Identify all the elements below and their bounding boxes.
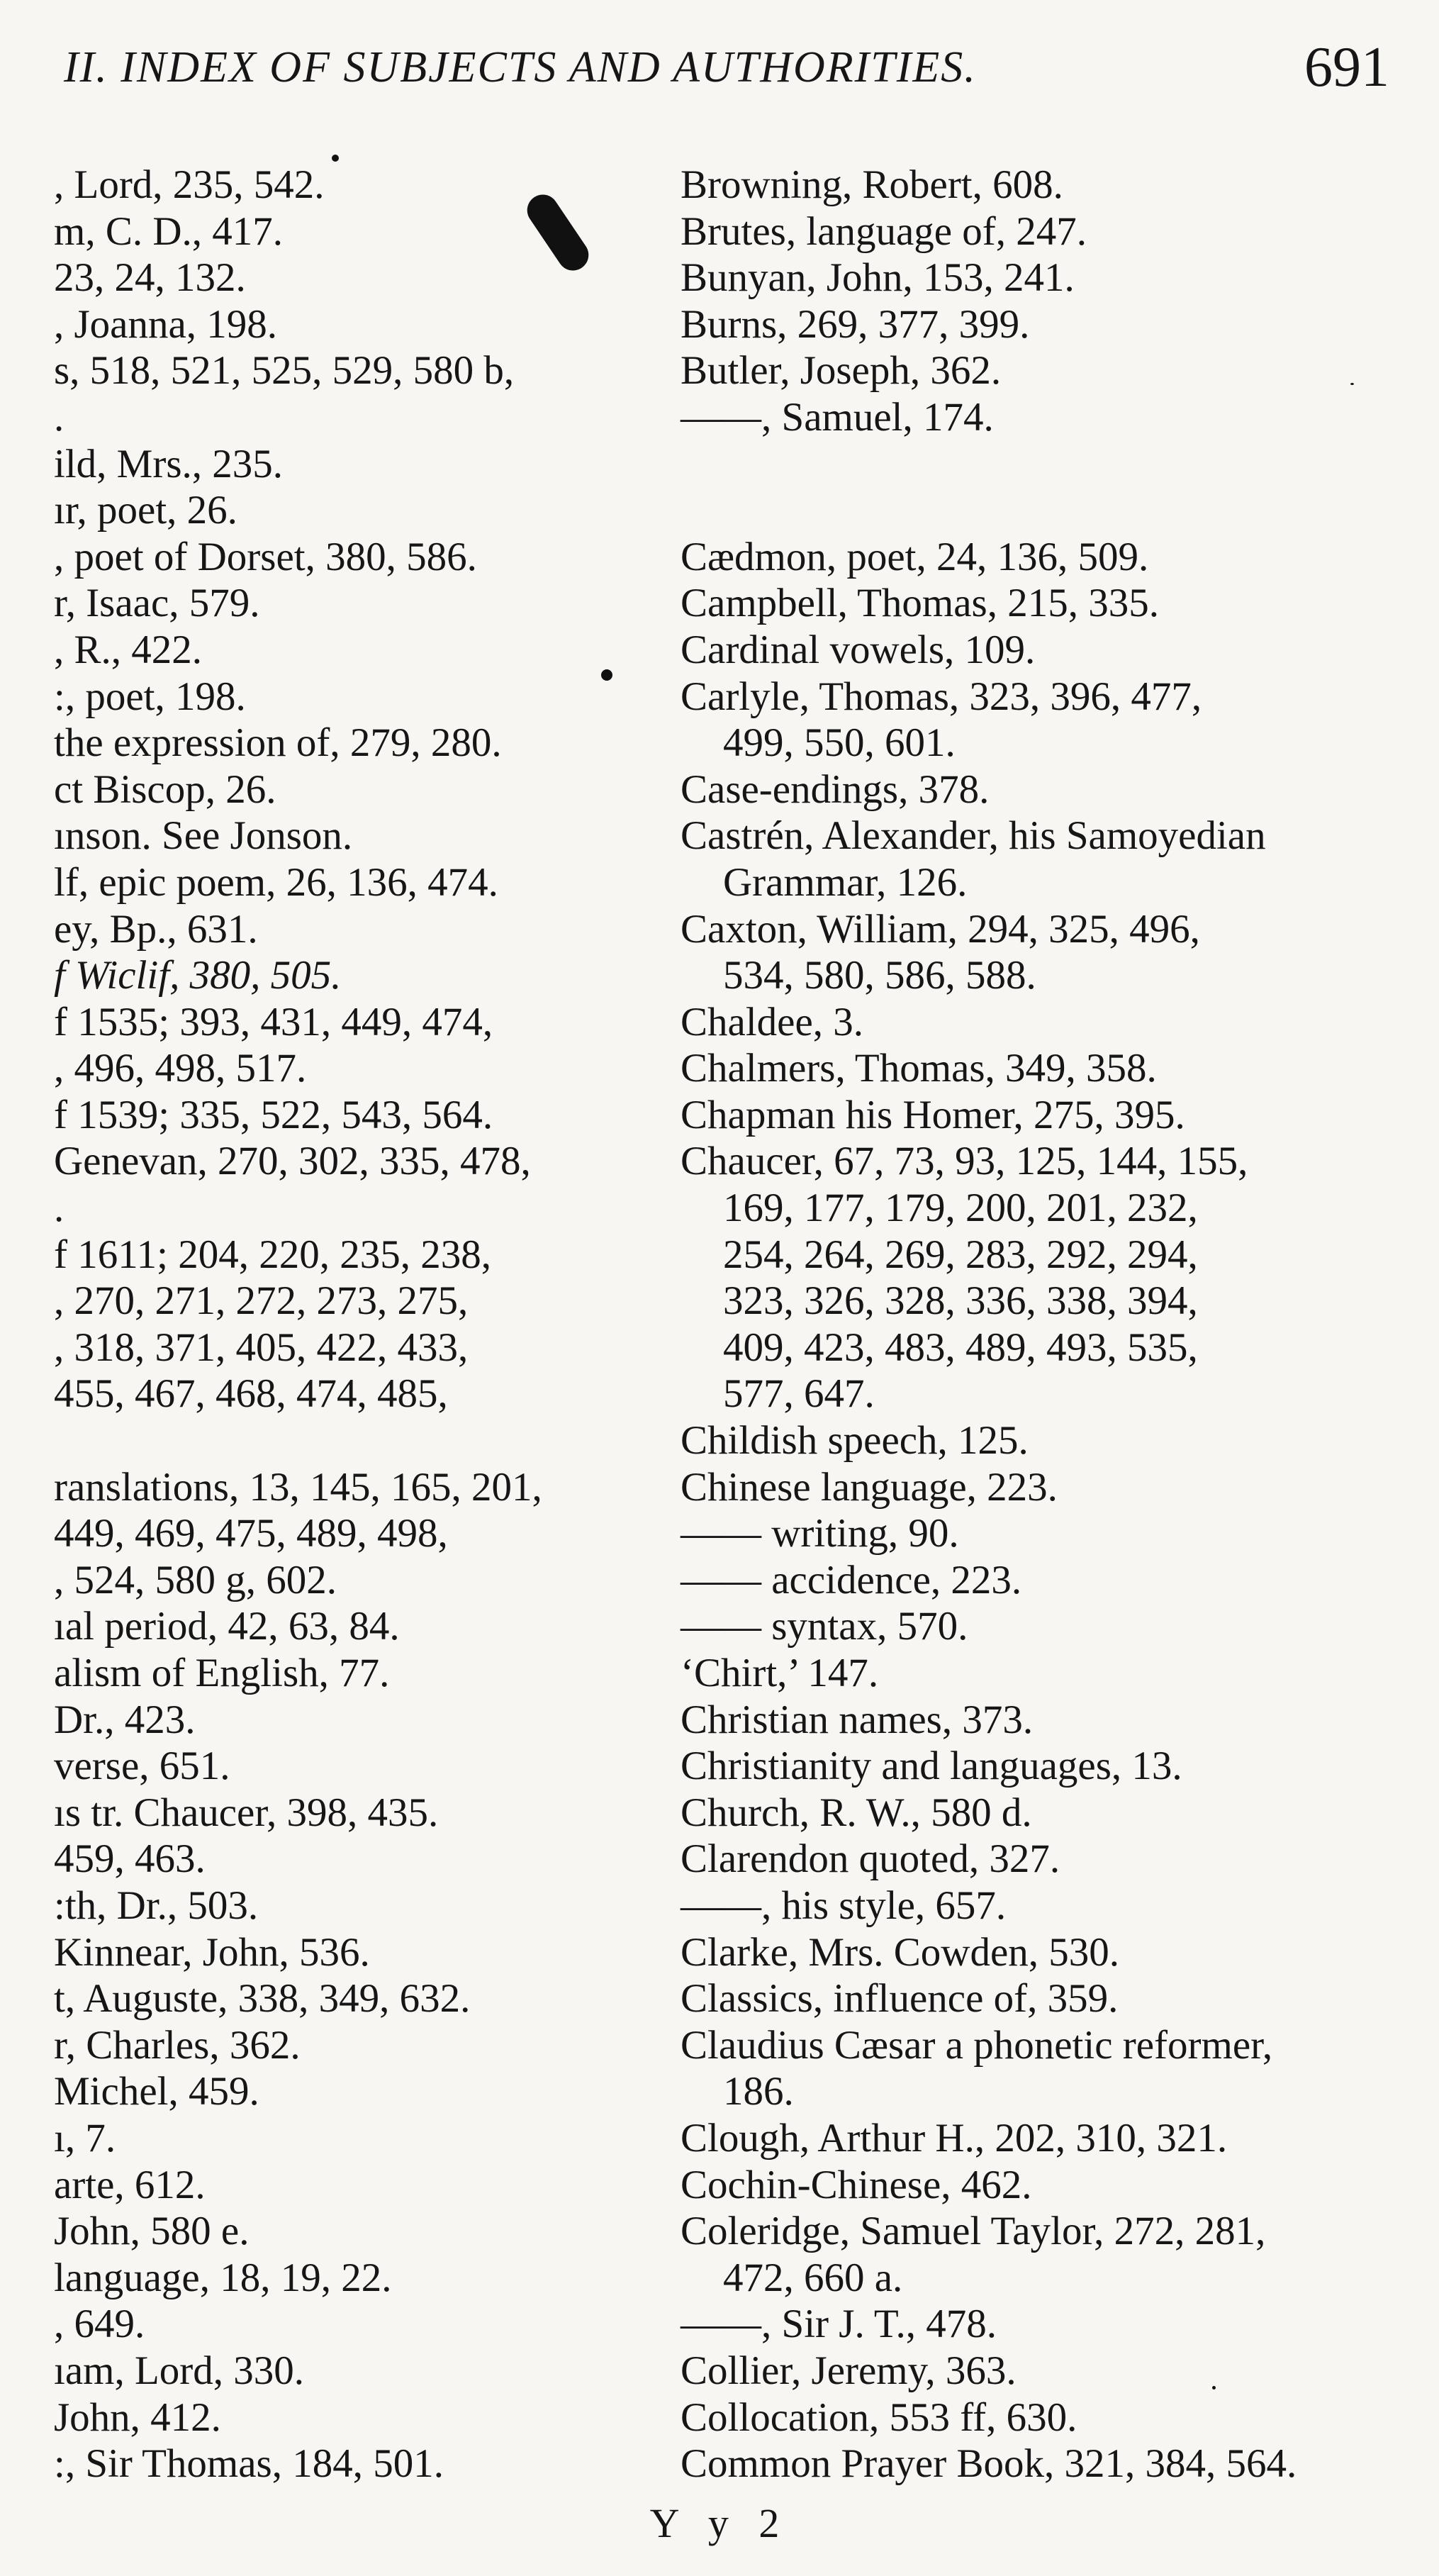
index-entry: ranslations, 13, 145, 165, 201, (54, 1464, 542, 1510)
index-entry: verse, 651. (54, 1744, 230, 1789)
index-entry: Michel, 459. (54, 2069, 259, 2114)
index-entry: Case-endings, 378. (681, 766, 990, 812)
ink-speck (1350, 383, 1354, 385)
index-entry: —— syntax, 570. (681, 1604, 968, 1649)
index-entry: ild, Mrs., 235. (54, 441, 284, 486)
index-entry: . (54, 394, 65, 440)
index-entry: ı, 7. (54, 2115, 116, 2160)
index-entry: language, 18, 19, 22. (54, 2255, 392, 2300)
page-number: 691 (1304, 36, 1389, 99)
index-entry: Claudius Cæsar a phonetic reformer, (681, 2022, 1273, 2068)
index-entry: , 524, 580 g, 602. (54, 1557, 337, 1602)
index-entry: Genevan, 270, 302, 335, 478, (54, 1139, 531, 1184)
index-entry: m, C. D., 417. (54, 208, 284, 254)
index-entry: Browning, Robert, 608. (681, 162, 1063, 207)
index-entry: , poet of Dorset, 380, 586. (54, 534, 477, 579)
index-entry: , 649. (54, 2302, 145, 2347)
index-entry (54, 1417, 642, 1464)
index-entry-continuation: 323, 326, 328, 336, 338, 394, (723, 1278, 1198, 1324)
index-entry-continuation: 254, 264, 269, 283, 292, 294, (723, 1232, 1198, 1277)
index-entry: Castrén, Alexander, his Samoyedian (681, 813, 1266, 859)
index-entry: Collocation, 553 ff, 630. (681, 2394, 1077, 2440)
index-entry: Butler, Joseph, 362. (681, 348, 1002, 394)
index-entry: Classics, influence of, 359. (681, 1976, 1119, 2022)
index-entry: 455, 467, 468, 474, 485, (54, 1371, 448, 1417)
index-entry-continuation: Grammar, 126. (723, 859, 968, 905)
index-entry: 449, 469, 475, 489, 498, (54, 1511, 448, 1556)
index-entry: Dr., 423. (54, 1697, 196, 1742)
index-entry: arte, 612. (54, 2162, 206, 2207)
index-entry: t, Auguste, 338, 349, 632. (54, 1976, 471, 2022)
index-entry: Clough, Arthur H., 202, 310, 321. (681, 2115, 1228, 2160)
index-entry: Christian names, 373. (681, 1697, 1034, 1742)
index-entry: John, 412. (54, 2394, 221, 2440)
index-entry-continuation: 409, 423, 483, 489, 493, 535, (723, 1325, 1198, 1370)
index-entry: :, poet, 198. (54, 674, 246, 719)
index-entry: alism of English, 77. (54, 1651, 390, 1695)
index-entry: Kinnear, John, 536. (54, 1929, 370, 1975)
index-entry: ey, Bp., 631. (54, 906, 258, 952)
index-entry: lf, epic poem, 26, 136, 474. (54, 859, 498, 905)
index-entry: 23, 24, 132. (54, 255, 246, 301)
ink-speck (601, 669, 612, 681)
index-entry: f 1611; 204, 220, 235, 238, (54, 1232, 491, 1277)
index-entry: f 1535; 393, 431, 449, 474, (54, 999, 493, 1044)
index-entry-continuation: 186. (723, 2069, 794, 2114)
index-entry: , Joanna, 198. (54, 301, 278, 347)
index-entry: , 496, 498, 517. (54, 1046, 307, 1091)
ink-speck (332, 155, 339, 162)
index-entry: the expression of, 279, 280. (54, 720, 502, 766)
index-entry: f Wiclif, 380, 505. (54, 953, 342, 998)
index-entry: ——, Samuel, 174. (681, 394, 994, 440)
index-entry: Carlyle, Thomas, 323, 396, 477, (681, 674, 1202, 719)
index-entry: s, 518, 521, 525, 529, 580 b, (54, 348, 515, 394)
index-entry-continuation: 534, 580, 586, 588. (723, 953, 1036, 998)
index-entry: , Lord, 235, 542. (54, 162, 325, 207)
index-entry: ınson. See Jonson. (54, 813, 353, 859)
index-entry: ıal period, 42, 63, 84. (54, 1604, 400, 1649)
index-entry: Clarke, Mrs. Cowden, 530. (681, 1929, 1120, 1975)
index-entry: Common Prayer Book, 321, 384, 564. (681, 2441, 1297, 2487)
index-entry: Brutes, language of, 247. (681, 208, 1087, 254)
index-entry: Chapman his Homer, 275, 395. (681, 1092, 1185, 1137)
signature-mark: Y y 2 (649, 2500, 790, 2546)
index-entry-continuation: 499, 550, 601. (723, 720, 956, 766)
index-entry: Chaucer, 67, 73, 93, 125, 144, 155, (681, 1139, 1248, 1184)
index-spacer (681, 487, 1396, 534)
index-entry: Christianity and languages, 13. (681, 1744, 1182, 1789)
index-entry: Chinese language, 223. (681, 1464, 1058, 1510)
index-spacer (681, 441, 1396, 488)
index-entry: ıs tr. Chaucer, 398, 435. (54, 1790, 439, 1835)
index-entry: Bunyan, John, 153, 241. (681, 255, 1075, 301)
running-title: II. INDEX OF SUBJECTS AND AUTHORITIES. (64, 43, 977, 91)
index-entry: . (54, 1186, 65, 1231)
index-entry: Cædmon, poet, 24, 136, 509. (681, 534, 1149, 579)
index-column-left (54, 162, 642, 2487)
index-entry: , R., 422. (54, 627, 203, 672)
index-entry: ır, poet, 26. (54, 488, 237, 533)
index-entry: Cochin-Chinese, 462. (681, 2162, 1032, 2207)
index-entry: , 318, 371, 405, 422, 433, (54, 1325, 469, 1370)
index-entry: —— accidence, 223. (681, 1557, 1022, 1602)
index-entry: —— writing, 90. (681, 1511, 959, 1556)
index-entry: Campbell, Thomas, 215, 335. (681, 581, 1159, 626)
index-entry: f 1539; 335, 522, 543, 564. (54, 1092, 493, 1137)
index-entry: Church, R. W., 580 d. (681, 1790, 1032, 1835)
index-entry: ‘Chirt,’ 147. (681, 1651, 879, 1695)
page-header (50, 35, 1389, 121)
index-entry: Collier, Jeremy, 363. (681, 2348, 1017, 2393)
index-entry: , 270, 271, 272, 273, 275, (54, 1278, 469, 1324)
index-entry: Chalmers, Thomas, 349, 358. (681, 1046, 1157, 1091)
index-entry: Burns, 269, 377, 399. (681, 301, 1030, 347)
index-entry: John, 580 e. (54, 2209, 250, 2254)
index-entry: :, Sir Thomas, 184, 501. (54, 2441, 444, 2487)
ink-speck (1212, 2386, 1216, 2390)
index-entry: ıam, Lord, 330. (54, 2348, 305, 2393)
index-entry: r, Charles, 362. (54, 2022, 301, 2068)
index-entry: Clarendon quoted, 327. (681, 1836, 1060, 1882)
index-entry: Chaldee, 3. (681, 999, 864, 1044)
index-entry-continuation: 577, 647. (723, 1371, 875, 1417)
index-column-right (681, 162, 1396, 2487)
index-entry: ——, his style, 657. (681, 1883, 1007, 1928)
index-entry: Cardinal vowels, 109. (681, 627, 1036, 672)
index-entry: r, Isaac, 579. (54, 581, 260, 626)
index-entry: Coleridge, Samuel Taylor, 272, 281, (681, 2209, 1266, 2254)
index-entry: ct Biscop, 26. (54, 766, 276, 812)
index-entry: :th, Dr., 503. (54, 1883, 259, 1928)
index-entry: Caxton, William, 294, 325, 496, (681, 906, 1200, 952)
index-entry-continuation: 472, 660 a. (723, 2255, 903, 2300)
index-entry: 459, 463. (54, 1836, 206, 1882)
index-entry: ——, Sir J. T., 478. (681, 2302, 997, 2347)
index-entry: Childish speech, 125. (681, 1418, 1029, 1463)
index-entry-continuation: 169, 177, 179, 200, 201, 232, (723, 1186, 1198, 1231)
